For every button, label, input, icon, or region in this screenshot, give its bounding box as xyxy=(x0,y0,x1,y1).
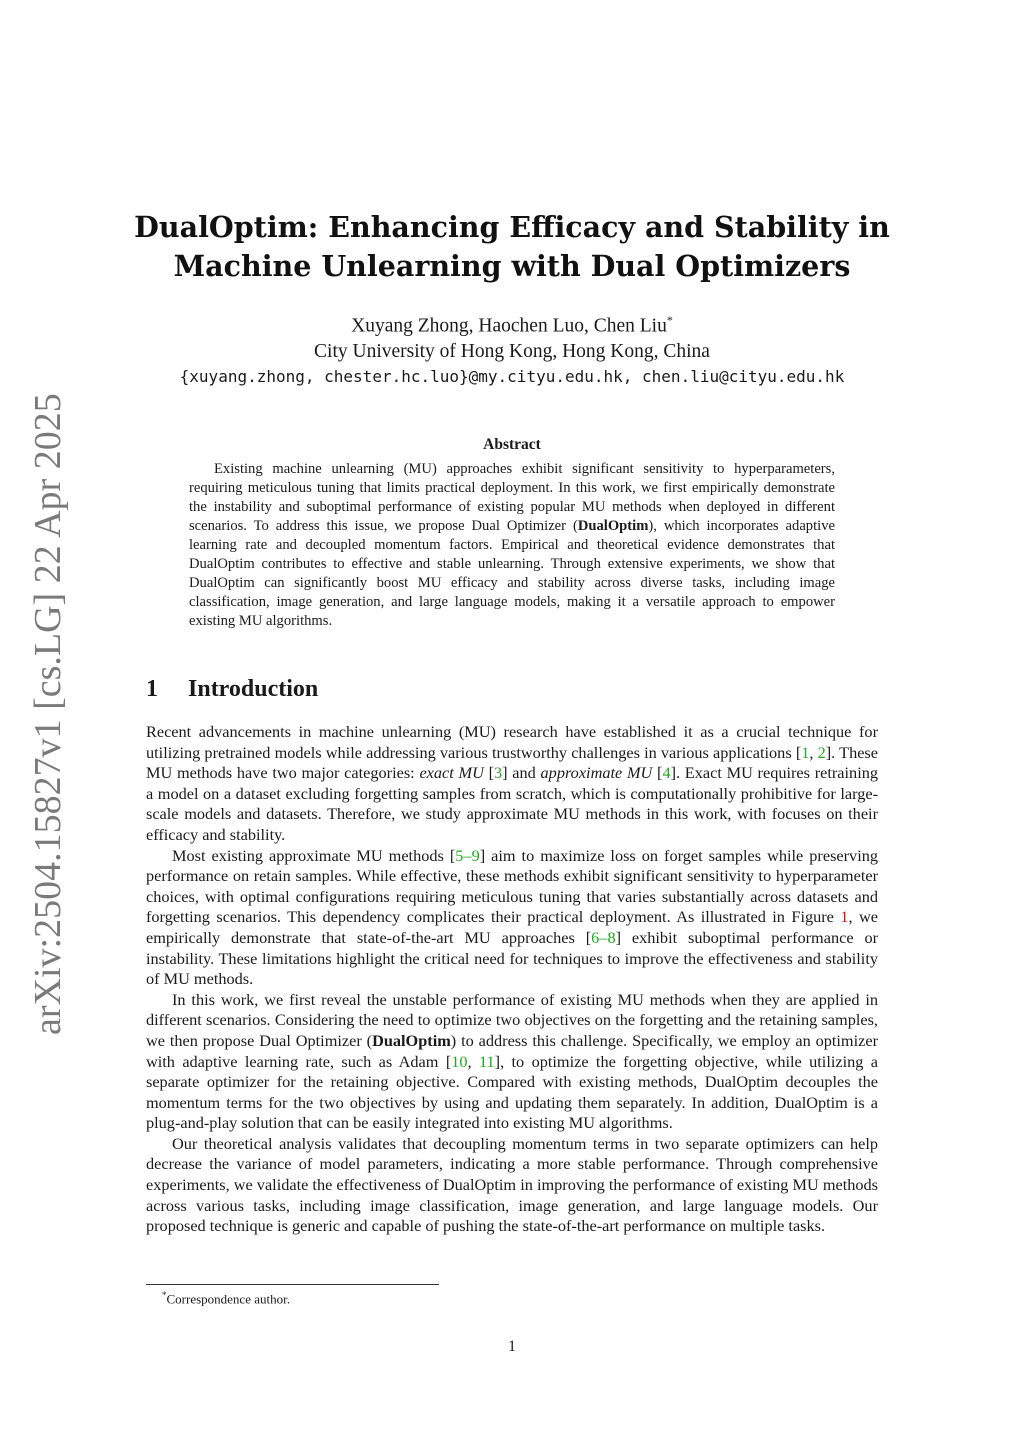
section-heading xyxy=(146,676,318,703)
citation-link[interactable]: 2 xyxy=(817,742,826,762)
paragraph-1: Recent advancements in machine unlearning (MU) research have established it as a crucial technique for utilizing pretrained models while addressing various trustworthy challenges in various applications [1, 2]. These MU methods have two major categories: exact MU [3] and approximate MU [4]. Exact MU requires retraining a model on a dataset excluding forgetting samples from scratch, which is computationally prohibitive for large-scale models and datasets. Therefore, we study approximate MU methods in this work, with focuses on their efficacy and stability. xyxy=(146,722,879,844)
paragraph-2: Most existing approximate MU methods [5–9] aim to maximize loss on forget samples while preserving performance on retain samples. While effective, these methods exhibit significant sensitivity to hyperparameter choices, with optimal configurations requiring meticulous tuning that varies substantially across datasets and forgetting scenarios. This dependency complicates their practical deployment. As illustrated in Figure 1, we empirically demonstrate that state-of-the-art MU approaches [6–8] exhibit suboptimal performance or instability. These limitations highlight the critical need for techniques to improve the effectiveness and stability of MU methods. xyxy=(146,845,879,989)
author-affiliation: City University of Hong Kong, Hong Kong, China xyxy=(314,340,710,362)
author-emails[interactable]: {xuyang.zhong, chester.hc.luo}@my.cityu.edu.hk, chen.liu@cityu.edu.hk xyxy=(179,366,845,386)
page-number: 1 xyxy=(508,1338,516,1355)
author-names: Xuyang Zhong, Haochen Luo, Chen Liu* xyxy=(351,313,673,337)
paper-title xyxy=(100,208,924,286)
arxiv-stamp: arXiv:2504.15827v1 [cs.LG] 22 Apr 2025 xyxy=(27,393,69,1035)
section-number: 1 xyxy=(146,676,158,702)
citation-link[interactable]: 10 xyxy=(451,1051,468,1071)
citation-link[interactable]: 5–9 xyxy=(455,845,480,865)
footnote-divider xyxy=(146,1284,439,1285)
footnote: *Correspondence author. xyxy=(162,1290,290,1307)
abstract-body: Existing machine unlearning (MU) approaches exhibit significant sensitivity to hyperparameters, requiring meticulous tuning that limits practical deployment. In this work, we first empirically demonstrate the instability and suboptimal performance of existing popular MU methods when deployed in different scenarios. To address this issue, we propose Dual Optimizer (DualOptim), which incorporates adaptive learning rate and decoupled momentum factors. Empirical and theoretical evidence demonstrates that DualOptim contributes to effective and stable unlearning. Through extensive experiments, we show that DualOptim can significantly boost MU efficacy and stability across diverse tasks, including image classification, image generation, and large language models, making it a versatile approach to empower existing MU algorithms. xyxy=(189,461,835,629)
method-name: DualOptim xyxy=(577,518,649,534)
title-line-2: Machine Unlearning with Dual Optimizers xyxy=(173,249,851,283)
paragraph-4: Our theoretical analysis validates that decoupling momentum terms in two separate optimizers can help decrease the variance of model parameters, indicating a more stable performance. Through comprehensive experiments, we validate the effectiveness of DualOptim in improving the performance of existing MU methods across various tasks, including image classification, image generation, and large language models. Our proposed technique is generic and capable of pushing the state-of-the-art performance on multiple tasks. xyxy=(146,1133,878,1236)
introduction-body xyxy=(146,722,878,1237)
abstract-heading: Abstract xyxy=(483,436,541,453)
section-title: Introduction xyxy=(188,676,319,702)
citation-link[interactable]: 1 xyxy=(801,742,810,762)
title-line-1: DualOptim: Enhancing Efficacy and Stability in xyxy=(134,210,890,244)
paragraph-3: In this work, we first reveal the unstable performance of existing MU methods when they are applied in different scenarios. Considering the need to optimize two objectives on the forgetting and the retaining samples, we then propose Dual Optimizer (DualOptim) to address this challenge. Specifically, we employ an optimizer with adaptive learning rate, such as Adam [10, 11], to optimize the forgetting objective, while utilizing a separate optimizer for the retaining objective. Compared with existing methods, DualOptim decouples the momentum terms for the two objectives by using and updating them separately. In addition, DualOptim is a plug-and-play solution that can be easily integrated into existing MU algorithms. xyxy=(146,989,878,1133)
figure-ref-link[interactable]: 1 xyxy=(840,907,849,927)
author-block xyxy=(100,308,924,389)
correspondence-mark: * xyxy=(666,313,673,327)
citation-link[interactable]: 6–8 xyxy=(591,927,616,947)
citation-link[interactable]: 11 xyxy=(478,1051,495,1071)
citation-link[interactable]: 3 xyxy=(494,763,503,783)
citation-link[interactable]: 4 xyxy=(662,763,671,783)
